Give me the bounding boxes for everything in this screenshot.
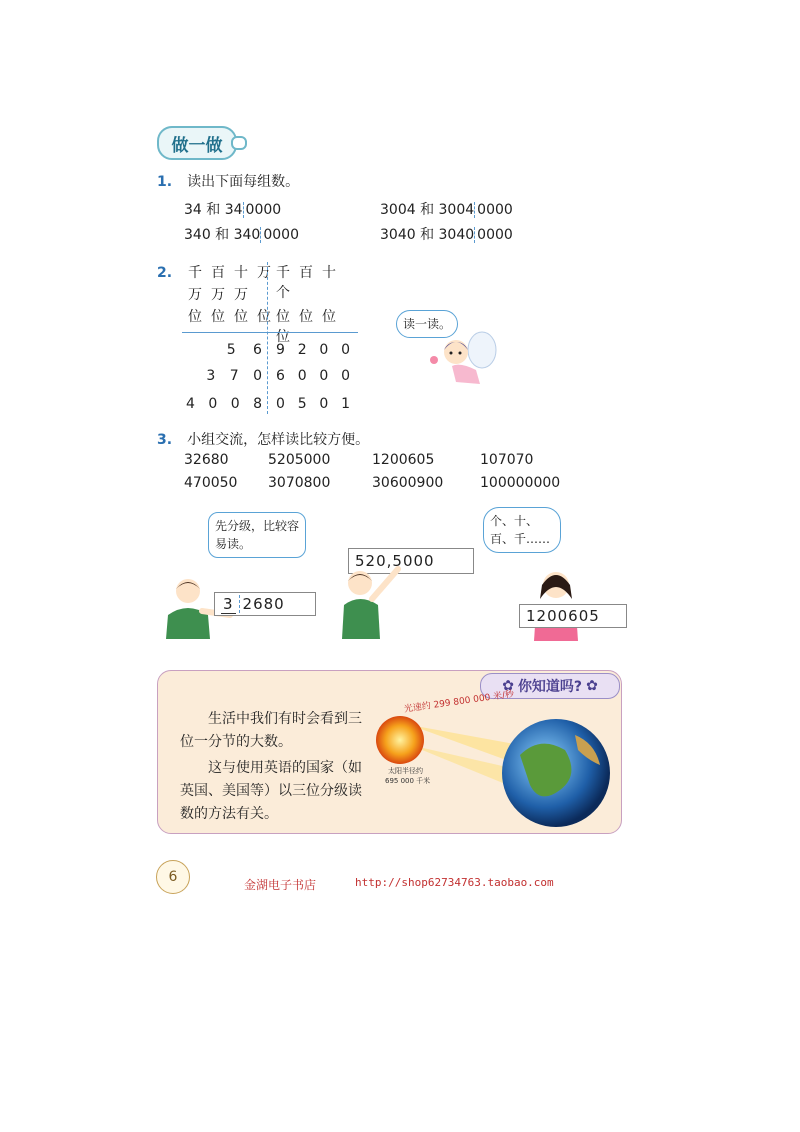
pair-left: 34 和 34 bbox=[184, 202, 243, 218]
page-number-badge bbox=[156, 860, 190, 894]
info-paragraph-2: 这与使用英语的国家（如英国、美国等）以三位分级读数的方法有关。 bbox=[180, 760, 362, 822]
q1-pair-1 bbox=[184, 199, 281, 219]
fairy-girl-illustration bbox=[420, 330, 500, 396]
question-number: 1. bbox=[157, 174, 173, 190]
info-paragraph-1: 生活中我们有时会看到三位一分节的大数。 bbox=[180, 711, 362, 750]
pair-left: 3040 和 3040 bbox=[380, 227, 475, 243]
number-card-3 bbox=[519, 604, 627, 628]
place-value-table bbox=[182, 262, 358, 418]
girl-holding-card-illustration bbox=[518, 565, 598, 641]
left-unit-row: 位位位位 bbox=[188, 309, 280, 325]
info-title: 你知道吗? bbox=[517, 679, 583, 695]
left-headers-row1: 千百十万 bbox=[188, 265, 280, 281]
number-item: 470050 bbox=[184, 475, 238, 491]
shop-name: 金湖电子书店 bbox=[244, 878, 317, 892]
q1-pair-4 bbox=[380, 224, 513, 244]
number-item: 107070 bbox=[480, 452, 534, 468]
question-number: 2. bbox=[157, 265, 173, 281]
pair-right: 0000 bbox=[260, 227, 299, 243]
bubble-text: 个、十、百、千…… bbox=[490, 514, 551, 546]
pair-right: 0000 bbox=[243, 202, 282, 218]
sun-earth-illustration bbox=[370, 695, 618, 830]
number-item: 3070800 bbox=[268, 475, 331, 491]
speech-bubble-right bbox=[483, 507, 561, 553]
section-title: 做一做 bbox=[171, 135, 223, 156]
table-row-1-right: 9 2 0 0 bbox=[276, 342, 350, 358]
q1-pair-2 bbox=[380, 199, 513, 219]
boy-writing-illustration bbox=[336, 565, 416, 641]
question-prompt: 小组交流，怎样读比较方便。 bbox=[187, 432, 370, 448]
number-item: 100000000 bbox=[480, 475, 561, 491]
section-title-badge bbox=[157, 126, 237, 160]
card-text: 520,5000 bbox=[355, 552, 435, 570]
q1-pair-3 bbox=[184, 224, 299, 244]
shop-url: http://shop62734763.taobao.com bbox=[355, 876, 554, 889]
pair-left: 3004 和 3004 bbox=[380, 202, 475, 218]
right-unit-row: 位位位位 bbox=[276, 309, 345, 345]
table-divider bbox=[182, 332, 358, 333]
left-headers-row2: 万万万 bbox=[188, 287, 257, 303]
question-prompt: 读出下面每组数。 bbox=[187, 174, 300, 190]
q3-row-1 bbox=[184, 452, 584, 472]
card-text: 1200605 bbox=[526, 607, 600, 625]
table-row-1-left: 5 6 bbox=[226, 342, 262, 358]
pair-right: 0000 bbox=[474, 227, 513, 243]
question-number: 3. bbox=[157, 432, 173, 448]
bubble-text: 先分级，比较容易读。 bbox=[215, 519, 300, 551]
q3-row-2 bbox=[184, 475, 584, 495]
number-card-1 bbox=[214, 592, 316, 616]
number-item: 5205000 bbox=[268, 452, 331, 468]
speech-bubble-left bbox=[208, 512, 306, 558]
flower-icon: ✿ bbox=[586, 678, 598, 694]
light-speed-label: 光速约 299 800 000 米/秒 bbox=[403, 689, 515, 715]
sun-radius-label-1: 太阳半径约 bbox=[388, 767, 423, 775]
question-1 bbox=[157, 171, 299, 191]
number-item: 30600900 bbox=[372, 475, 444, 491]
bubble-text: 读一读。 bbox=[403, 317, 452, 331]
number-item: 32680 bbox=[184, 452, 229, 468]
table-separator bbox=[267, 262, 268, 414]
flower-icon: ✿ bbox=[502, 678, 514, 694]
table-row-2-left: 3 7 0 bbox=[206, 368, 262, 384]
right-headers-row1: 千百十个 bbox=[276, 265, 345, 301]
sun-radius-label-2: 695 000 千米 bbox=[385, 777, 431, 785]
table-row-3-right: 0 5 0 1 bbox=[276, 396, 350, 412]
pair-left: 340 和 340 bbox=[184, 227, 261, 243]
question-3 bbox=[157, 429, 369, 449]
card-part-right: 2680 bbox=[239, 595, 285, 613]
pair-right: 0000 bbox=[474, 202, 513, 218]
table-row-2-right: 6 0 0 0 bbox=[276, 368, 350, 384]
number-item: 1200605 bbox=[372, 452, 435, 468]
page-number: 6 bbox=[168, 869, 178, 885]
card-part-left: 3 bbox=[223, 594, 234, 613]
badge-tail-decoration bbox=[231, 136, 247, 150]
table-row-3-left: 4 0 0 8 bbox=[186, 396, 262, 412]
